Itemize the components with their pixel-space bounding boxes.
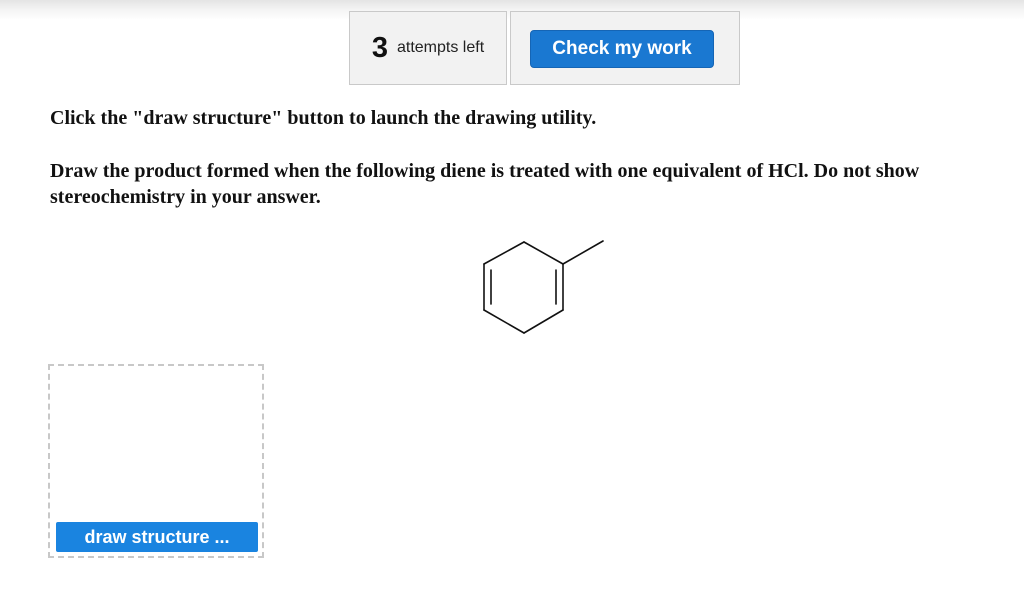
- instruction-text: Click the "draw structure" button to launch the drawing utility.: [50, 107, 597, 129]
- attempts-label: attempts left: [396, 39, 485, 56]
- check-work-panel: [510, 11, 740, 85]
- bond-top-right: [524, 242, 563, 264]
- question-text: Draw the product formed when the following diene is treated with one equivalent of HCl. Do not show stereochemistry in your answer.: [50, 160, 920, 208]
- draw-structure-button[interactable]: draw structure ...: [56, 522, 258, 552]
- bond-top-left: [484, 242, 524, 264]
- bond-bottom-right: [524, 310, 563, 333]
- diene-structure: [470, 230, 620, 345]
- methyl-bond: [563, 241, 603, 264]
- attempts-indicator: [349, 11, 507, 85]
- bond-bottom-left: [484, 310, 524, 333]
- check-my-work-button[interactable]: Check my work: [530, 30, 714, 68]
- attempts-count: 3: [371, 31, 388, 64]
- answer-drawing-area[interactable]: [48, 364, 264, 558]
